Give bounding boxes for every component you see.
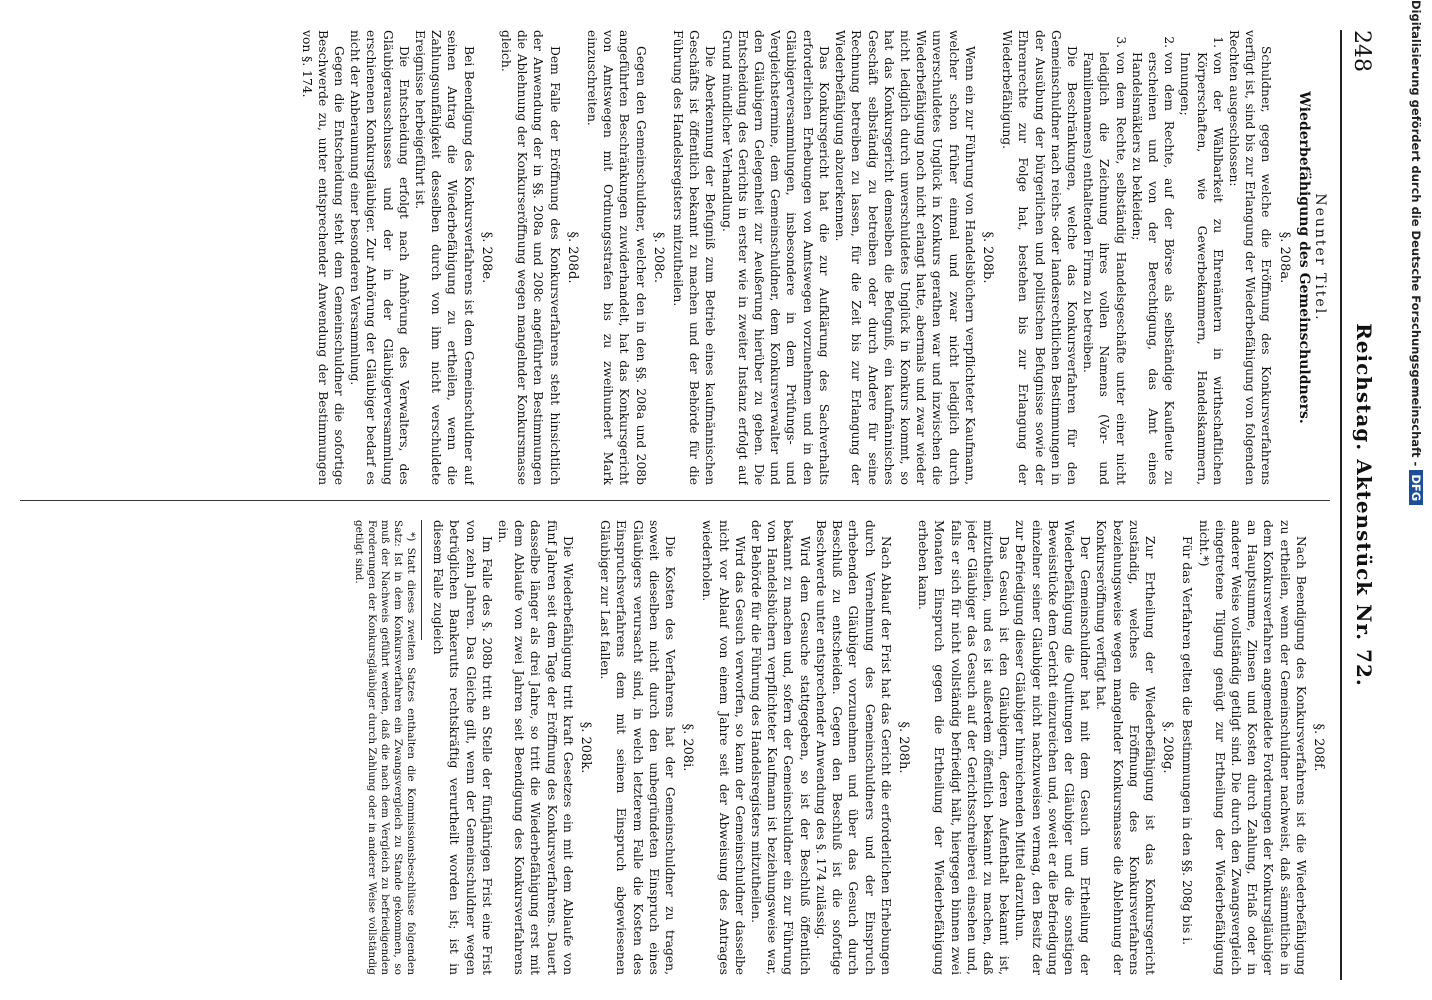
paragraph-text: Dem Falle der Eröffnung des Konkursverfahrens steht hinsichtlich der Anwendung der in §§. 208a und 208c angeführten Bestimmungen die Ablehnung der Konkurseröffnung wegen mangelnder Konkursmasse gleich. [499,30,562,485]
paragraph-text: Bei Beendigung des Konkursverfahrens ist dem Gemeinschuldner auf seinen Antrag die Wiederbefähigung zu ertheilen, wenn die Zahlungsunfähigkeit desselben durch von ihm nicht verschuldete Ereignisse herbeigeführt ist. [413,30,476,485]
paragraph-text: Das Gesuch ist den Gläubigern, deren Aufenthalt bekannt ist, mitzutheilen, und es ist außerdem öffentlich bekannt zu machen, daß jeder Gläubiger das Gesuch auf der Gerichtsschreiberei einsehen und, falls er sich für nicht vollständig befriedigt hält, hiergegen binnen zwei Monaten Einspruch gegen die Ertheilung der Wiederbefähigung erheben kann. [916,520,1012,975]
footnote: *) Statt dieses zweiten Satzes enthalten die Kommissionsbeschlüsse folgenden Satz: Ist in dem Konkursverfahren ein Zwangsvergleich zu Stande gekommen, so muß der Nachweis geführt werden, daß die nach dem Vergleich zu befriedigenden Forderungen der Konkursgläubiger durch Zahlung oder in anderer Weise vollständig getilgt sind. [353,520,418,975]
paragraph-text: Die Entscheidung erfolgt nach Anhörung des Verwalters, des Gläubigerausschusses und der in der Gläubigerversammlung erschienenen Konkursgläubiger. Zur Anhörung der Gläubiger bedarf es nicht der Anberaumung einer besonderen Versammlung. [348,30,411,485]
paragraph-text: Wird das Gesuch verworfen, so kann der Gemeinschuldner dasselbe nicht vor Ablauf von einem Jahre seit der Abweisung des Antrages wiederholen. [700,520,747,975]
paragraph-text: Das Konkursgericht hat die zur Aufklärung des Sachverhalts erforderlichen Erhebungen von Amtswegen vorzunehmen und in den Gläubigerversammlungen, insbesondere in dem Prüfungs- und Vergleichstermine, dem Gemeinschuldner, dem Konkursverwalter und den Gläubigern Gelegenheit zur Aeußerung hierüber zu geben. Die Entscheidung des Gerichts in erster wie in zweiter Instanz erfolgt auf Grund mündlicher Verhandlung. [719,30,831,485]
paragraph-heading: §. 208f. [1311,723,1326,772]
paragraph-text: Im Falle des §. 208b tritt an Stelle der fünfjährigen Frist eine Frist von zehn Jahren. Das Gleiche gilt, wenn der Gemeinschuldner wegen betrüglichen Bankerutts rechtskräftig verurtheilt worden ist; ist in diesem Falle zugleich [431,520,494,975]
digitization-credit-strip [1405,0,1432,1000]
paragraph-text: Nach Beendigung des Konkursverfahrens ist die Wiederbefähigung zu ertheilen, wenn der Gemeinschuldner nachweist, daß sämmtliche in dem Konkursverfahren angemeldete Forderungen der Konkursgläubiger an Hauptsumme, Zinsen und Kosten durch Zahlung, Erlaß oder in anderer Weise vollständig getilgt sind. Die durch den Zwangsvergleich eingetretene Tilgung genügt zur Ertheilung der Wiederbefähigung nicht.*) [1196,520,1308,975]
page-number: 248 [1349,30,1374,72]
page-title: Reichstag. Aktenstück Nr. 72. [1352,323,1376,687]
paragraph-text: Zur Ertheilung der Wiederbefähigung ist das Konkursgericht zuständig, welches die Eröffnung des Konkursverfahrens beziehungsweise wegen mangelnder Konkursmasse die Ablehnung der Konkurseröffnung verfügt hat. [1094,520,1157,975]
paragraph-heading: §. 208g. [1160,721,1176,774]
paragraph-text: Die Beschränkungen, welche das Konkursverfahren für den Gemeinschuldner nach reichs- oder landesrechtlichen Bestimmungen in der Ausübung der bürgerlichen und politischen Befugnisse sowie der Ehrenrechte zur Folge hat, bestehen bis zur Erlangung der Wiederbefähigung. [1000,30,1079,485]
paragraph-text: Gegen den Gemeinschuldner, welcher den in den §§. 208a und 208b angeführten Beschränkungen zuwiderhandelt, hat das Konkursgericht von Amtswegen mit Ordnungsstrafen bis zu zweihundert Mark einzuschreiten. [585,30,648,485]
section-subtitle: Wiederbefähigung des Gemeinschuldners. [1295,91,1312,424]
paragraph-heading: §. 208i. [680,723,696,772]
dfg-logo: DFG [1409,470,1423,505]
section-title: Neunter Titel. [1312,193,1328,322]
credit-text: Digitalisierung gefördert durch die Deutsche Forschungsgemeinschaft - [1409,0,1423,467]
paragraph-text: Die Aberkennung der Befugniß zum Betrieb eines kaufmännischen Geschäfts ist öffentlich bekannt zu machen und der Behörde für die Führung des Handelsregisters mitzutheilen. [671,30,718,485]
paragraph-text: Wird dem Gesuche stattgegeben, so ist der Beschluß öffentlich bekannt zu machen und, sofern der Gemeinschuldner ein zur Führung von Handelsbüchern verpflichteter Kaufmann ist beziehungsweise war, der Behörde für die Führung des Handelsregisters mitzutheilen. [749,520,812,975]
list-item: 3. von dem Rechte, selbständig Handelsgeschäfte unter einer nicht lediglich die Zeichnung ihres vollen Namens (Vor- und Familiennamens) enthaltenden Firma zu betreiben. [1080,52,1129,485]
paragraph-text: Der Gemeinschuldner hat mit dem Gesuch um Ertheilung der Wiederbefähigung die Quittungen der Gläubiger und die sonstigen Beweisstücke dem Gericht einzureichen und, soweit er die Befriedigung einzelner seiner Gläubiger nicht nachzuweisen vermag, den Besitz der zur Befriedigung dieser Gläubiger hinreichenden Mittel darzuthun. [1013,520,1093,975]
list-item: 1. von der Wählbarkeit zu Ehrenämtern in wirthschaftlichen Körperschaften, wie Gewerbekammern, Handelskammern, Innungen; [1177,52,1226,485]
paragraph-heading: §. 208b. [979,231,995,284]
right-column [20,520,1330,975]
paragraph-text: Wenn ein zur Führung von Handelsbüchern verpflichteter Kaufmann, welcher schon früher einmal und zwar nicht lediglich durch unverschuldetes Unglück in Konkurs gerathen war und inzwischen die Wiederbefähigung noch nicht erlangt hatte, abermals und zwar wieder nicht lediglich durch unverschuldetes Unglück in Konkurs kommt, so hat das Konkursgericht demselben die Befugniß, ein kaufmännisches Geschäft selbständig zu betreiben oder durch Andere für seine Rechnung betreiben zu lassen, für die Zeit bis zur Erlangung der Wiederbefähigung abzuerkennen. [833,30,977,485]
paragraph-text: Für das Verfahren gelten die Bestimmungen in den §§. 208g bis i. [1180,536,1195,946]
header-rule [1340,30,1342,980]
paragraph-heading: §. 208h. [895,721,911,774]
footnote-rule [421,520,422,640]
digitization-credit [1405,0,1428,1000]
paragraph-text: Gegen die Entscheidung steht dem Gemeinschuldner die sofortige Beschwerde zu, unter entsprechender Anwendung der Bestimmungen von §. 174. [299,30,347,485]
left-column [20,30,1330,485]
paragraph-text: Die Wiederbefähigung tritt kraft Gesetzes ein mit dem Ablaufe von fünf Jahren seit dem Tage der Eröffnung des Konkursverfahrens. Dauert dasselbe länger als drei Jahre, so tritt die Wiederbefähigung erst mit dem Ablaufe von zwei Jahren seit Beendigung des Konkursverfahrens ein. [496,520,575,975]
paragraph-heading: §. 208a. [1276,231,1292,284]
paragraph-heading: §. 208k. [578,721,594,774]
paragraph-heading: §. 208e. [478,231,494,284]
paragraph-text: Schuldner, gegen welche die Eröffnung des Konkursverfahrens verfügt ist, sind bis zur Erlangung der Wiederbefähigung von folgenden Rechten ausgeschlossen: [1226,30,1274,485]
paragraph-text: Nach Ablauf der Frist hat das Gericht die erforderlichen Erhebungen durch Vernehmung des Gemeinschuldners und der Einspruch erhebenden Gläubiger vorzunehmen und über das Gesuch durch Beschluß zu entscheiden. Gegen den Beschluß ist die sofortige Beschwerde unter entsprechender Anwendung des §. 174 zulässig. [813,520,893,975]
list-item: 2. von dem Rechte, auf der Börse als selbständige Kaufleute zu erscheinen und von der Berechtigung, das Amt eines Handelsmäklers zu bekleiden; [1129,52,1178,485]
paragraph-heading: §. 208c. [650,232,666,283]
rights-list [1080,30,1226,485]
paragraph-text: Die Kosten des Verfahrens hat der Gemeinschuldner zu tragen, soweit dieselben nicht durch den unbegründeten Einspruch eines Gläubigers verursacht sind, in welch letzterem Falle die Kosten des Einspruchsverfahrens dem mit seinem Einspruch abgewiesenen Gläubiger zur Last fallen. [598,520,678,975]
page-header [1342,30,1382,980]
column-separator [20,500,1330,501]
paragraph-heading: §. 208d. [564,231,580,284]
